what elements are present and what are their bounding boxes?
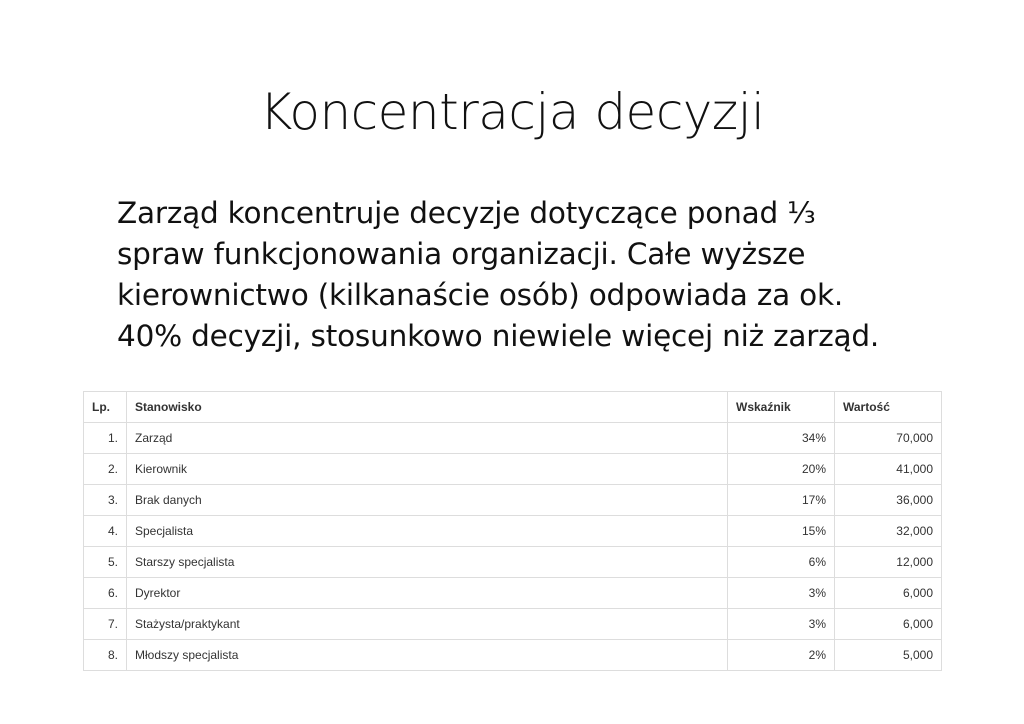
- cell-indicator: 3%: [728, 578, 835, 609]
- cell-lp: 2.: [84, 454, 127, 485]
- table-row: [84, 454, 942, 485]
- body-line: Zarząd koncentruje decyzje dotyczące ponad ⅓: [117, 196, 816, 230]
- slide-title: Koncentracja decyzji: [259, 83, 765, 141]
- table-row: [84, 609, 942, 640]
- cell-value: 6,000: [835, 609, 942, 640]
- cell-position: Stażysta/praktykant: [127, 609, 728, 640]
- table-row: [84, 516, 942, 547]
- cell-indicator: 17%: [728, 485, 835, 516]
- cell-value: 32,000: [835, 516, 942, 547]
- body-line: spraw funkcjonowania organizacji. Całe wyższe: [117, 237, 806, 271]
- cell-lp: 3.: [84, 485, 127, 516]
- cell-position: Brak danych: [127, 485, 728, 516]
- cell-position: Dyrektor: [127, 578, 728, 609]
- cell-indicator: 20%: [728, 454, 835, 485]
- cell-lp: 5.: [84, 547, 127, 578]
- table-header-row: [84, 392, 942, 423]
- cell-position: Starszy specjalista: [127, 547, 728, 578]
- table-row: [84, 578, 942, 609]
- table-row: [84, 547, 942, 578]
- cell-position: Kierownik: [127, 454, 728, 485]
- cell-value: 70,000: [835, 423, 942, 454]
- cell-value: 6,000: [835, 578, 942, 609]
- cell-lp: 8.: [84, 640, 127, 671]
- table-row: [84, 423, 942, 454]
- header-value[interactable]: Wartość: [835, 392, 942, 423]
- cell-value: 5,000: [835, 640, 942, 671]
- cell-position: Specjalista: [127, 516, 728, 547]
- header-position[interactable]: Stanowisko: [127, 392, 728, 423]
- cell-lp: 1.: [84, 423, 127, 454]
- cell-value: 36,000: [835, 485, 942, 516]
- header-lp[interactable]: Lp.: [84, 392, 127, 423]
- cell-value: 12,000: [835, 547, 942, 578]
- cell-indicator: 3%: [728, 609, 835, 640]
- cell-indicator: 2%: [728, 640, 835, 671]
- cell-indicator: 34%: [728, 423, 835, 454]
- cell-indicator: 6%: [728, 547, 835, 578]
- header-indicator[interactable]: Wskaźnik: [728, 392, 835, 423]
- body-line: 40% decyzji, stosunkowo niewiele więcej niż zarząd.: [117, 319, 880, 353]
- cell-position: Zarząd: [127, 423, 728, 454]
- cell-position: Młodszy specjalista: [127, 640, 728, 671]
- cell-indicator: 15%: [728, 516, 835, 547]
- slide-body-text: [117, 193, 947, 357]
- cell-value: 41,000: [835, 454, 942, 485]
- decisions-table: [83, 391, 942, 671]
- cell-lp: 6.: [84, 578, 127, 609]
- cell-lp: 7.: [84, 609, 127, 640]
- cell-lp: 4.: [84, 516, 127, 547]
- body-line: kierownictwo (kilkanaście osób) odpowiada za ok.: [117, 278, 844, 312]
- table-row: [84, 485, 942, 516]
- table-row: [84, 640, 942, 671]
